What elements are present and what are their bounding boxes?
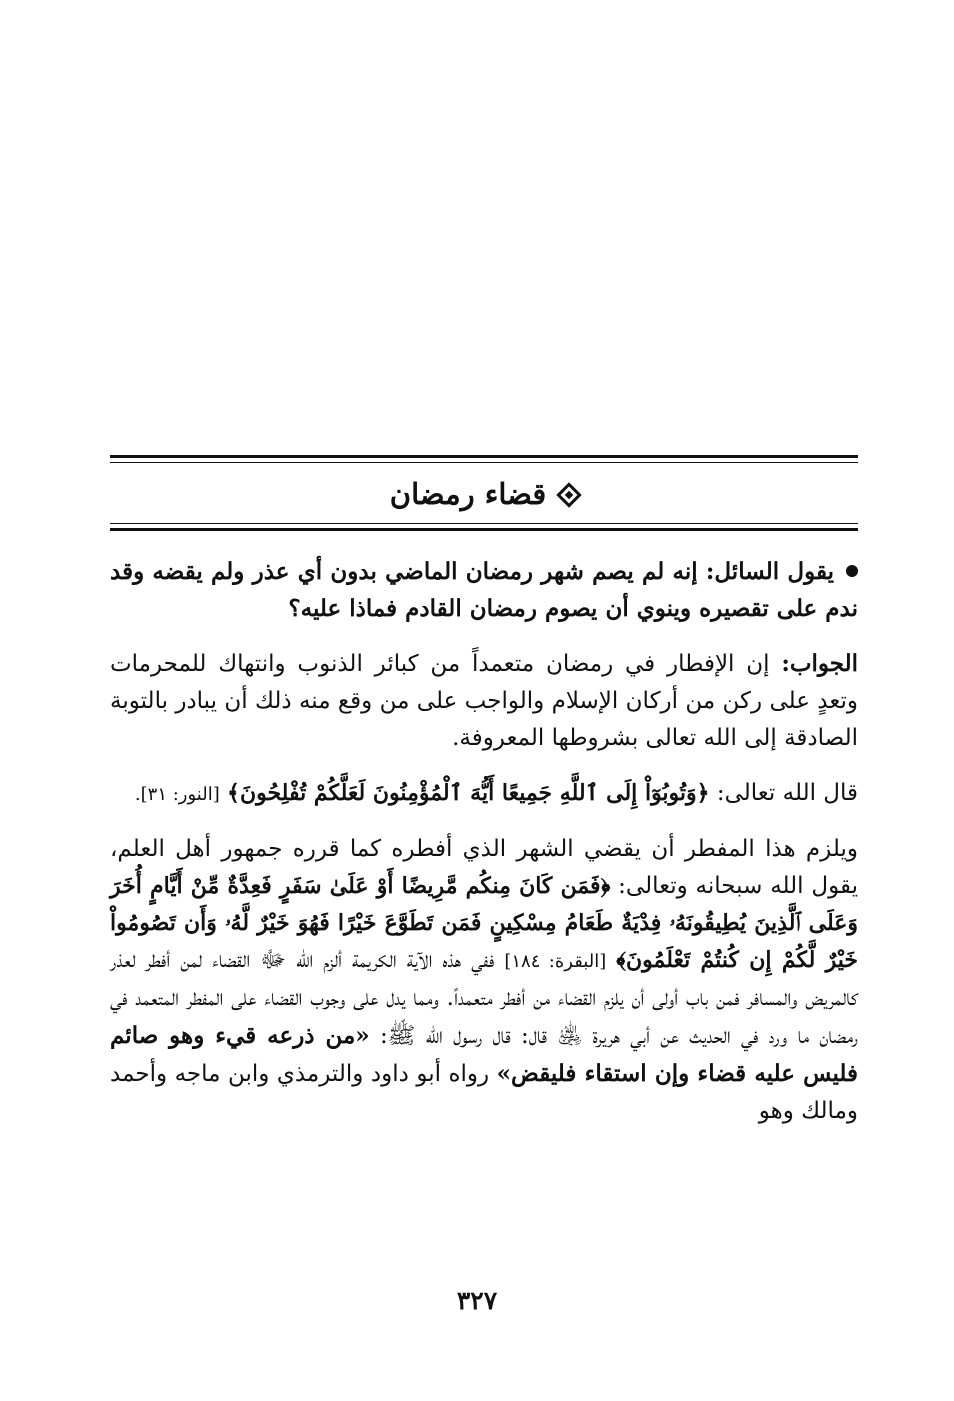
verse-reference-al-baqarah: [البقرة: ١٨٤] xyxy=(504,951,607,972)
qada-text-part3: رواه أبو داود والترمذي وابن ماجه وأحمد ومالك وهو xyxy=(110,1061,858,1124)
quran-verse-al-baqarah: ﴿فَمَن كَانَ مِنكُم مَّرِيضًا أَوْ عَلَىٰ سَفَرٍ فَعِدَّةٌ مِّنْ أَيَّامٍ أُخَرَ وَعَلَى ٱلَّذِينَ يُطِيقُونَهُۥ فِدْيَةٌ طَعَامُ مِسْكِينٍ فَمَن تَطَوَّعَ خَيْرًا فَهُوَ خَيْرٌ لَّهُۥ وَأَن تَصُومُواْ خَيْرٌ لَّكُمْ إِن كُنتُمْ تَعْلَمُونَ﴾ xyxy=(110,873,859,973)
page-number: ٣٢٧ xyxy=(456,1286,498,1315)
verse-paragraph xyxy=(110,775,858,813)
section-header xyxy=(110,455,858,531)
quran-verse-an-nur: ﴿وَتُوبُوٓاْ إِلَى ٱللَّهِ جَمِيعًا أَيُّهَ ٱلْمُؤْمِنُونَ لَعَلَّكُمْ تُفْلِحُونَ﴾ xyxy=(227,780,710,806)
answer-label: الجواب: xyxy=(781,650,858,677)
qada-text-part1: ويلزم هذا المفطر أن يقضي الشهر الذي أفطره كما قرره جمهور أهل العلم، يقول الله سبحانه وتعالى: xyxy=(110,836,859,899)
answer-paragraph xyxy=(110,645,858,757)
section-title xyxy=(110,463,858,523)
question-paragraph xyxy=(110,553,858,627)
qada-obligation-paragraph xyxy=(110,831,858,1130)
diamond-ornament-icon xyxy=(556,482,581,507)
hadith-quote: «من ذرعه قيء وهو صائم فليس عليه قضاء وإن استقاء فليقض» xyxy=(110,1022,859,1087)
bullet-icon xyxy=(846,565,858,577)
verse-intro: قال الله تعالى: xyxy=(716,780,858,806)
page-body xyxy=(110,455,858,1130)
verse-reference-an-nur: [النور: ٣١]. xyxy=(134,784,220,805)
answer-text: إن الإفطار في رمضان متعمداً من كبائر الذنوب وانتهاك للمحرمات وتعدٍ على ركن من أركان الإسلام والواجب على من وقع منه ذلك أن يبادر بالتوبة الصادقة إلى الله تعالى بشروطها المعروفة. xyxy=(110,651,858,751)
header-bottom-rule-thick xyxy=(110,528,858,531)
question-text: يقول السائل: إنه لم يصم شهر رمضان الماضي بدون أي عذر ولم يقضه وقد ندم على تقصيره وينوي أن يصوم رمضان القادم فماذا عليه؟ xyxy=(110,558,858,622)
section-title-text: قضاء رمضان xyxy=(389,477,547,511)
qada-text-part2: ففي هذه الآية الكريمة ألزم الله ﷻ القضاء لمن أفطر لعذر كالمريض والمسافر فمن باب أولى أن يلزم القضاء من أفطر متعمداً. ومما يدل على وجوب القضاء على المفطر المتعمد في رمضان ما ورد في الحديث عن أبي هريرة ﵁ قال: قال رسول الله ﷺ: xyxy=(110,947,859,1049)
